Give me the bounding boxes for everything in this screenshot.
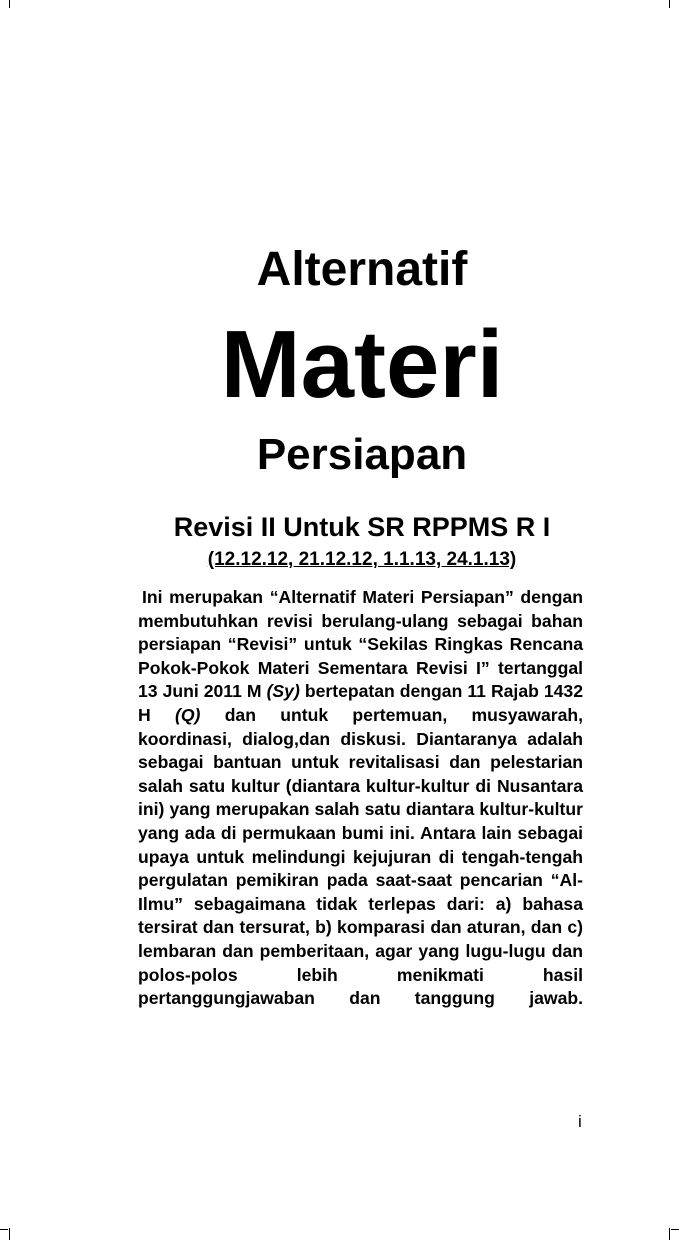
crop-mark-bottom-left-h [0, 1229, 8, 1230]
page-number: i [578, 1112, 582, 1131]
crop-mark-bottom-left-v [9, 1228, 10, 1240]
revision-dates: (12.12.12, 21.12.12, 1.1.13, 24.1.13) [207, 549, 517, 570]
crop-mark-bottom-right-h [671, 1229, 679, 1230]
body-part-2: bertepatan dengan 11 Rajab 1432 H [138, 681, 583, 725]
body-q: (Q) [175, 704, 201, 725]
title-alternatif: Alternatif [256, 243, 468, 296]
title-materi: Materi [220, 311, 504, 418]
body-sy: (Sy) [266, 681, 300, 702]
title-persiapan: Persiapan [256, 430, 468, 479]
body-paragraph [138, 586, 583, 1011]
crop-mark-top-right-v [669, 0, 670, 8]
crop-mark-bottom-right-v [669, 1228, 670, 1240]
body-part-3: dan untuk pertemuan, musyawarah, koordinasi, dialog,dan diskusi. Diantaranya adalah sebagai bantuan untuk revitalisasi dan pelestarian salah satu kultur (diantara kultur-kultur di Nusantara ini) yang merupakan salah satu diantara kultur-kultur yang ada di permukaan bumi ini. Antara lain sebagai upaya untuk melindungi kejujuran di tengah-tengah pergulatan pemikiran pada saat-saat pencarian “Al-Ilmu” sebagaimana tidak terlepas dari: a) bahasa tersirat dan tersurat, b) komparasi dan aturan, dan c) lembaran dan pemberitaan, agar yang lugu-lugu dan polos-polos lebih menikmati hasil pertanggungjawaban dan tanggung jawab. [138, 704, 584, 1009]
body-part-1: Ini merupakan “Alternatif Materi Persiapan” dengan membutuhkan revisi berulang-ulang sebagai bahan persiapan “Revisi” untuk “Sekilas Ringkas Rencana Pokok-Pokok Materi Sementara Revisi I” tertanggal 13 Juni 2011 M [138, 587, 583, 702]
crop-mark-top-left-v [9, 0, 10, 8]
subtitle-revision: Revisi II Untuk SR RPPMS R I [173, 512, 551, 542]
